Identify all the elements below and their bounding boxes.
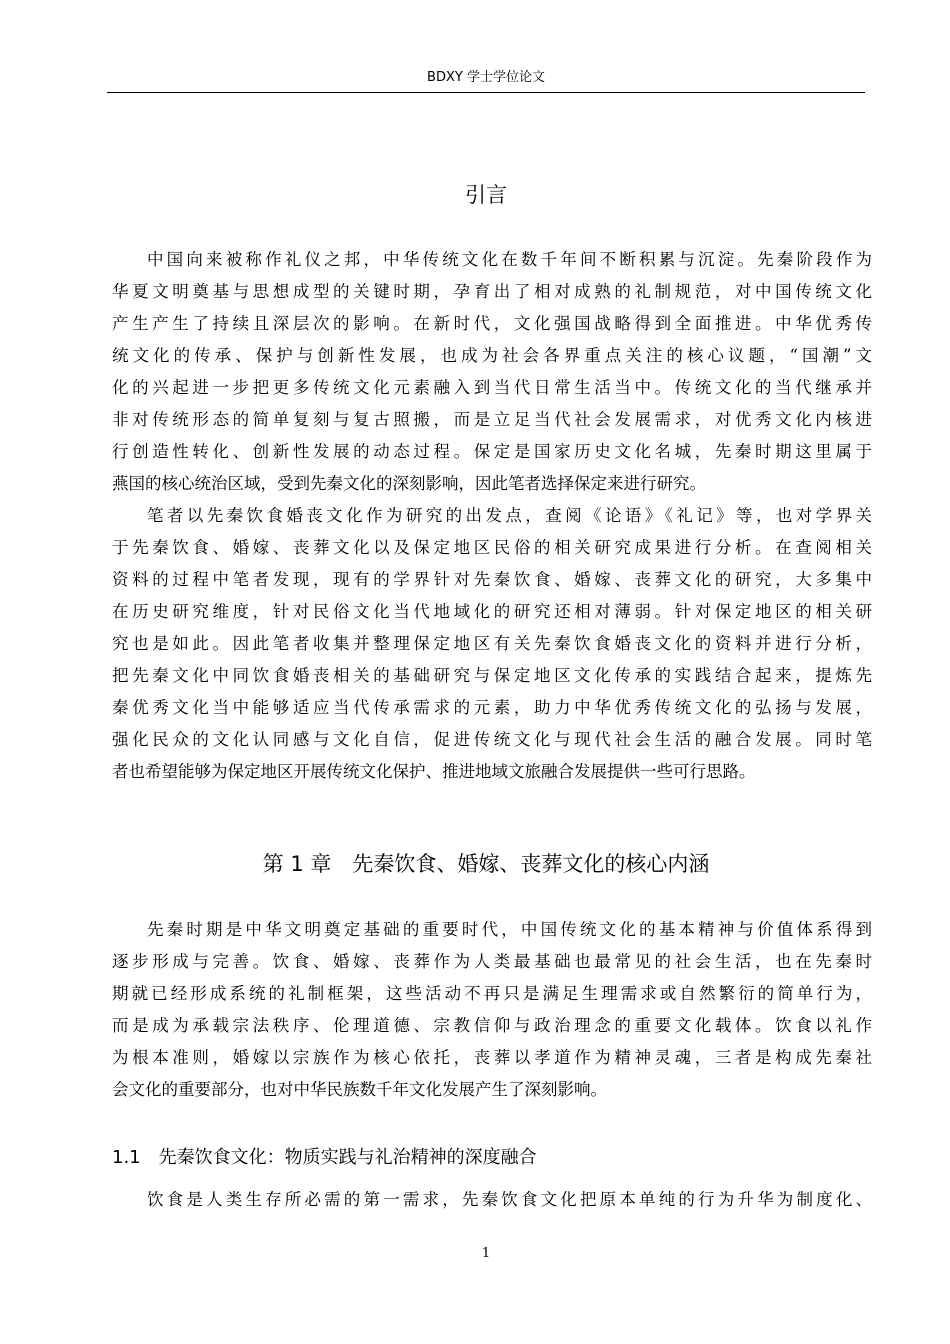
header-rule [107, 92, 865, 93]
intro-line: 强化民众的文化认同感与文化自信，促进传统文化与现代社会生活的融合发展。同时笔 [112, 730, 872, 749]
intro-line: 统文化的传承、保护与创新性发展，也成为社会各界重点关注的核心议题，“国潮”文 [112, 346, 872, 365]
section-1-1-line: 饮食是人类生存所必需的第一需求，先秦饮食文化把原本单纯的行为升华为制度化、 [147, 1190, 872, 1209]
chapter-1-line: 会文化的重要部分，也对中华民族数千年文化发展产生了深刻影响。 [112, 1080, 607, 1099]
chapter-1-body [112, 914, 872, 1106]
chapter-1-line: 逐步形成与完善。饮食、婚嫁、丧葬作为人类最基础也最常见的社会生活，也在先秦时 [112, 952, 872, 971]
intro-line: 产生产生了持续且深层次的影响。在新时代，文化强国战略得到全面推进。中华优秀传 [112, 314, 872, 333]
intro-line: 笔者以先秦饮食婚丧文化作为研究的出发点，查阅《论语》《礼记》等，也对学界关 [147, 506, 872, 525]
intro-line: 在历史研究维度，针对民俗文化当代地域化的研究还相对薄弱。针对保定地区的相关研 [112, 602, 872, 621]
intro-line: 秦优秀文化当中能够适应当代传承需求的元素，助力中华优秀传统文化的弘扬与发展， [112, 698, 872, 717]
intro-line: 于先秦饮食、婚嫁、丧葬文化以及保定地区民俗的相关研究成果进行分析。在查阅相关 [112, 538, 872, 557]
intro-line: 资料的过程中笔者发现，现有的学界针对先秦饮食、婚嫁、丧葬文化的研究，大多集中 [112, 570, 872, 589]
intro-heading: 引言 [465, 183, 507, 207]
intro-line: 燕国的核心统治区域，受到先秦文化的深刻影响，因此笔者选择保定来进行研究。 [112, 474, 706, 493]
chapter-1-line: 期就已经形成系统的礼制框架，这些活动不再只是满足生理需求或自然繁衍的简单行为， [112, 984, 872, 1003]
section-1-1-heading: 1.1 先秦饮食文化：物质实践与礼治精神的深度融合 [112, 1147, 537, 1168]
intro-line: 中国向来被称作礼仪之邦，中华传统文化在数千年间不断积累与沉淀。先秦阶段作为 [147, 250, 872, 269]
intro-line: 究也是如此。因此笔者收集并整理保定地区有关先秦饮食婚丧文化的资料并进行分析， [112, 634, 872, 653]
intro-line: 化的兴起进一步把更多传统文化元素融入到当代日常生活当中。传统文化的当代继承并 [112, 378, 872, 397]
chapter-1-line: 先秦时期是中华文明奠定基础的重要时代，中国传统文化的基本精神与价值体系得到 [147, 920, 872, 939]
running-header: BDXY 学士学位论文 [427, 70, 545, 85]
intro-line: 行创造性转化、创新性发展的动态过程。保定是国家历史文化名城，先秦时期这里属于 [112, 442, 872, 461]
chapter-1-line: 为根本准则，婚嫁以宗族作为核心依托，丧葬以孝道作为精神灵魂，三者是构成先秦社 [112, 1048, 872, 1067]
intro-line: 华夏文明奠基与思想成型的关键时期，孕育出了相对成熟的礼制规范，对中国传统文化 [112, 282, 872, 301]
chapter-1-heading: 第 1 章 先秦饮食、婚嫁、丧葬文化的核心内涵 [262, 852, 710, 876]
intro-body [112, 244, 872, 788]
intro-line: 者也希望能够为保定地区开展传统文化保护、推进地域文旅融合发展提供一些可行思路。 [112, 762, 756, 781]
chapter-1-line: 而是成为承载宗法秩序、伦理道德、宗教信仰与政治理念的重要文化载体。饮食以礼作 [112, 1016, 872, 1035]
intro-line: 把先秦文化中同饮食婚丧相关的基础研究与保定地区文化传承的实践结合起来，提炼先 [112, 666, 872, 685]
page-number: 1 [481, 1246, 491, 1261]
section-1-1-body [112, 1184, 872, 1216]
intro-line: 非对传统形态的简单复刻与复古照搬，而是立足当代社会发展需求，对优秀文化内核进 [112, 410, 872, 429]
